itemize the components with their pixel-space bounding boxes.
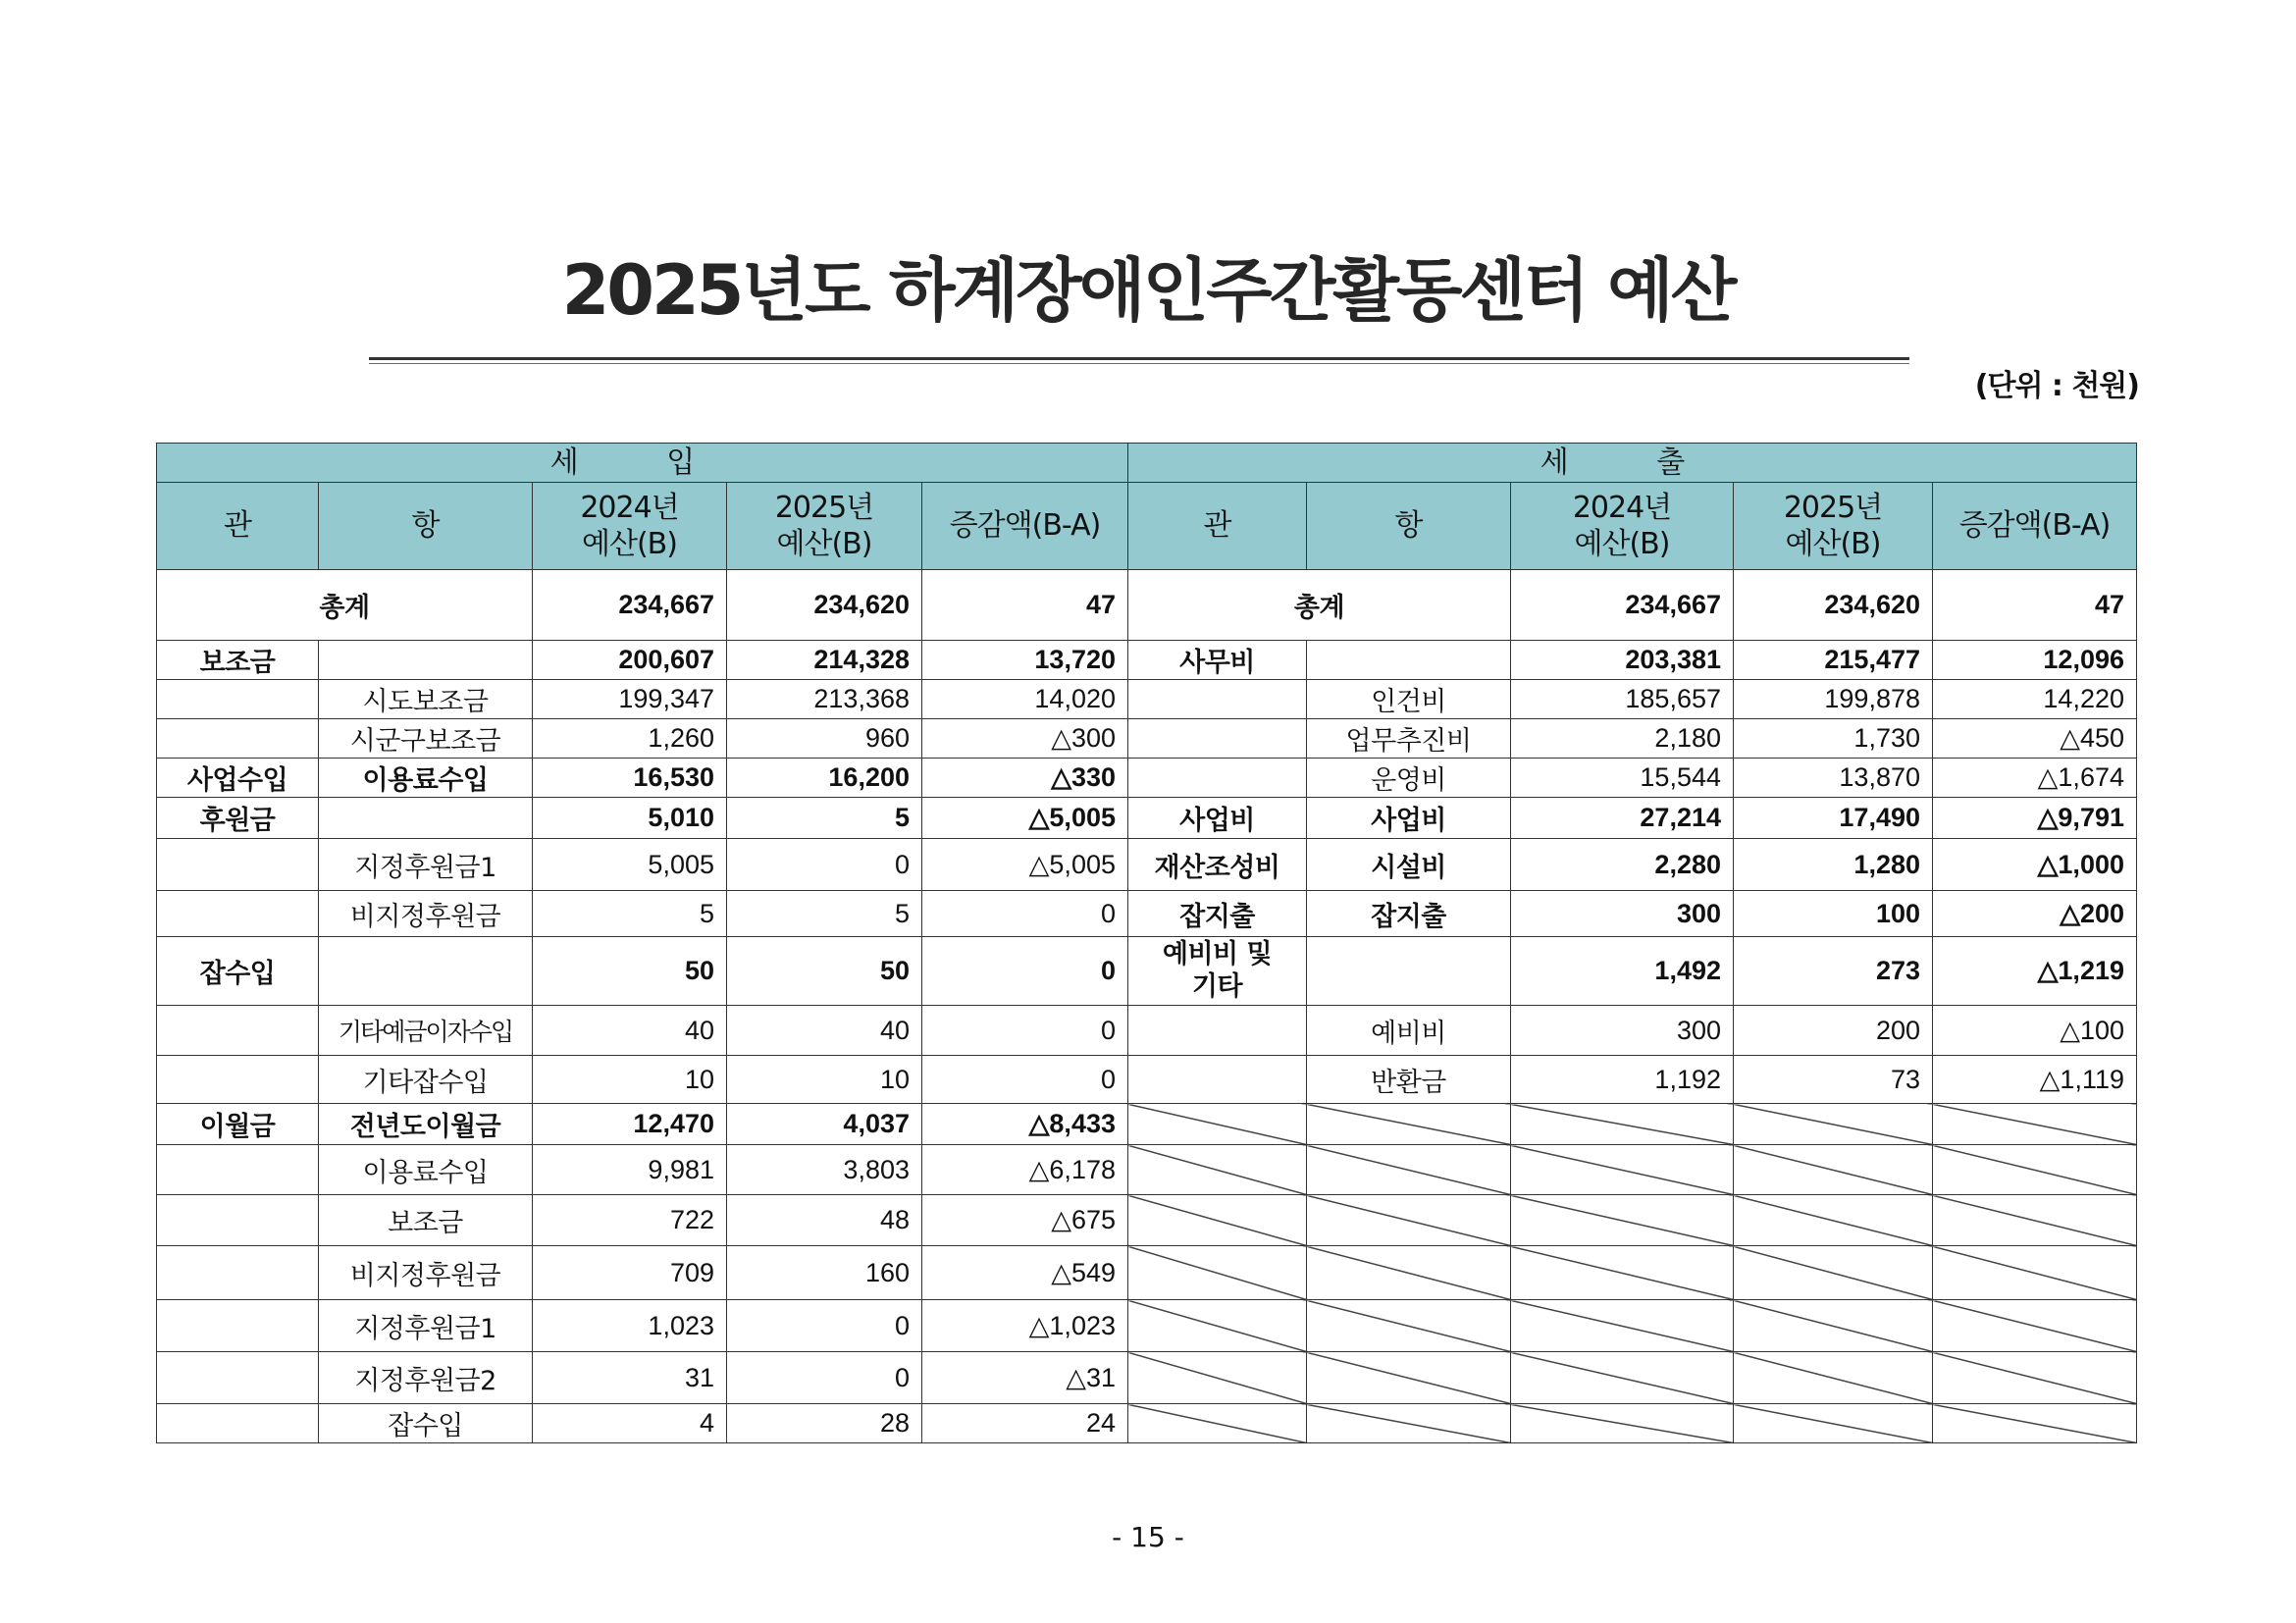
col-diff-income: 증감액(B-A) [922, 483, 1128, 570]
cell: 사업수입 [157, 759, 319, 798]
empty-cell [1511, 1300, 1734, 1352]
cell: 234,620 [727, 570, 922, 641]
empty-cell [1511, 1104, 1734, 1145]
cell: 4,037 [727, 1104, 922, 1145]
empty-cell [1933, 1195, 2137, 1246]
cell: 10 [727, 1056, 922, 1104]
total-label-income: 총계 [157, 570, 533, 641]
cell: 4 [533, 1404, 727, 1443]
table-row [157, 1195, 2137, 1246]
cell: 234,667 [1511, 570, 1734, 641]
cell: △1,119 [1933, 1056, 2137, 1104]
table-row [157, 641, 2137, 680]
empty-cell [1511, 1145, 1734, 1195]
page-title: 2025년도 하계장애인주간활동센터 예산 [561, 250, 1735, 331]
empty-cell [1307, 1404, 1511, 1443]
expense-section-header: 세 출 [1128, 444, 2137, 483]
cell: 예비비 [1307, 1006, 1511, 1056]
empty-cell [1128, 1300, 1307, 1352]
table-row [157, 891, 2137, 937]
empty-cell [1933, 1352, 2137, 1404]
cell: 3,803 [727, 1145, 922, 1195]
cell: 시군구보조금 [319, 719, 533, 759]
cell: △300 [922, 719, 1128, 759]
cell: 203,381 [1511, 641, 1734, 680]
empty-cell [1128, 1104, 1307, 1145]
cell: 0 [727, 839, 922, 891]
cell [1128, 680, 1307, 719]
cell: 722 [533, 1195, 727, 1246]
table-row [157, 1352, 2137, 1404]
table-row [157, 1006, 2137, 1056]
cell: 47 [922, 570, 1128, 641]
cell [157, 891, 319, 937]
cell: 사무비 [1128, 641, 1307, 680]
table-row [157, 719, 2137, 759]
cell: 5,005 [533, 839, 727, 891]
empty-cell [1734, 1404, 1933, 1443]
cell: 16,200 [727, 759, 922, 798]
cell: △1,219 [1933, 937, 2137, 1006]
cell: △31 [922, 1352, 1128, 1404]
cell: 40 [533, 1006, 727, 1056]
budget-table [156, 443, 2137, 1443]
cell: 31 [533, 1352, 727, 1404]
empty-cell [1734, 1300, 1933, 1352]
cell: 0 [922, 891, 1128, 937]
cell: 27,214 [1511, 798, 1734, 839]
cell: 300 [1511, 1006, 1734, 1056]
cell: 234,620 [1734, 570, 1933, 641]
cell: △100 [1933, 1006, 2137, 1056]
cell: 1,492 [1511, 937, 1734, 1006]
cell: 214,328 [727, 641, 922, 680]
cell [157, 1056, 319, 1104]
empty-cell [1734, 1352, 1933, 1404]
cell [1128, 759, 1307, 798]
cell: 잡수입 [319, 1404, 533, 1443]
cell: 215,477 [1734, 641, 1933, 680]
cell: 50 [727, 937, 922, 1006]
empty-cell [1511, 1404, 1734, 1443]
cell: 비지정후원금 [319, 1246, 533, 1300]
cell: 28 [727, 1404, 922, 1443]
empty-cell [1307, 1104, 1511, 1145]
cell: 24 [922, 1404, 1128, 1443]
cell [157, 719, 319, 759]
empty-cell [1128, 1195, 1307, 1246]
table-row [157, 1300, 2137, 1352]
empty-cell [1307, 1145, 1511, 1195]
cell: 반환금 [1307, 1056, 1511, 1104]
cell: 이용료수입 [319, 1145, 533, 1195]
empty-cell [1128, 1352, 1307, 1404]
cell: 시도보조금 [319, 680, 533, 719]
table-row [157, 798, 2137, 839]
col-gwan-expense: 관 [1128, 483, 1307, 570]
cell: 예비비 및 기타 [1128, 937, 1307, 1006]
empty-cell [1511, 1352, 1734, 1404]
table-row [157, 1056, 2137, 1104]
cell: 47 [1933, 570, 2137, 641]
col-2024-expense: 2024년 예산(B) [1511, 483, 1734, 570]
cell [157, 1300, 319, 1352]
cell: 15,544 [1511, 759, 1734, 798]
cell: 지정후원금2 [319, 1352, 533, 1404]
col-diff-expense: 증감액(B-A) [1933, 483, 2137, 570]
cell [157, 1246, 319, 1300]
table-row [157, 839, 2137, 891]
cell: 213,368 [727, 680, 922, 719]
cell: 0 [922, 1006, 1128, 1056]
cell: 잡수입 [157, 937, 319, 1006]
empty-cell [1734, 1195, 1933, 1246]
table-row [157, 1145, 2137, 1195]
cell: △675 [922, 1195, 1128, 1246]
empty-cell [1307, 1246, 1511, 1300]
cell: 2,180 [1511, 719, 1734, 759]
cell: 9,981 [533, 1145, 727, 1195]
cell: 1,260 [533, 719, 727, 759]
empty-cell [1933, 1246, 2137, 1300]
col-hang-expense: 항 [1307, 483, 1511, 570]
cell [157, 839, 319, 891]
empty-cell [1734, 1246, 1933, 1300]
cell: 시설비 [1307, 839, 1511, 891]
cell: 5 [727, 798, 922, 839]
cell [157, 1352, 319, 1404]
title-underline-thin [369, 363, 1909, 364]
cell: 73 [1734, 1056, 1933, 1104]
col-gwan-income: 관 [157, 483, 319, 570]
col-2025-income: 2025년 예산(B) [727, 483, 922, 570]
empty-cell [1734, 1104, 1933, 1145]
cell: △5,005 [922, 839, 1128, 891]
empty-cell [1128, 1246, 1307, 1300]
cell: 13,720 [922, 641, 1128, 680]
cell [319, 641, 533, 680]
cell: 160 [727, 1246, 922, 1300]
table-row [157, 937, 2137, 1006]
cell: 사업비 [1307, 798, 1511, 839]
cell: 비지정후원금 [319, 891, 533, 937]
cell: 1,192 [1511, 1056, 1734, 1104]
cell: 후원금 [157, 798, 319, 839]
table-row [157, 1104, 2137, 1145]
cell: 운영비 [1307, 759, 1511, 798]
cell: 10 [533, 1056, 727, 1104]
cell: 잡지출 [1307, 891, 1511, 937]
table-row [157, 1404, 2137, 1443]
cell: 200,607 [533, 641, 727, 680]
cell [1307, 641, 1511, 680]
col-2024-income: 2024년 예산(B) [533, 483, 727, 570]
cell [1128, 719, 1307, 759]
empty-cell [1933, 1104, 2137, 1145]
cell: 0 [727, 1300, 922, 1352]
cell [157, 1195, 319, 1246]
cell: 300 [1511, 891, 1734, 937]
table-row [157, 680, 2137, 719]
cell: △8,433 [922, 1104, 1128, 1145]
cell: 2,280 [1511, 839, 1734, 891]
empty-cell [1307, 1300, 1511, 1352]
cell: 100 [1734, 891, 1933, 937]
cell: 보조금 [157, 641, 319, 680]
total-row [157, 570, 2137, 641]
cell: 사업비 [1128, 798, 1307, 839]
cell: 199,347 [533, 680, 727, 719]
empty-cell [1933, 1404, 2137, 1443]
cell: 기타잡수입 [319, 1056, 533, 1104]
cell: 1,730 [1734, 719, 1933, 759]
empty-cell [1511, 1195, 1734, 1246]
cell: 1,023 [533, 1300, 727, 1352]
cell: 인건비 [1307, 680, 1511, 719]
table-row [157, 1246, 2137, 1300]
cell: 잡지출 [1128, 891, 1307, 937]
cell: △450 [1933, 719, 2137, 759]
empty-cell [1307, 1195, 1511, 1246]
empty-cell [1128, 1145, 1307, 1195]
cell: △6,178 [922, 1145, 1128, 1195]
cell: △1,674 [1933, 759, 2137, 798]
cell: 709 [533, 1246, 727, 1300]
cell: △1,023 [922, 1300, 1128, 1352]
cell: △330 [922, 759, 1128, 798]
cell: 0 [727, 1352, 922, 1404]
cell: 5,010 [533, 798, 727, 839]
cell [319, 937, 533, 1006]
cell [157, 1006, 319, 1056]
empty-cell [1307, 1352, 1511, 1404]
cell: 185,657 [1511, 680, 1734, 719]
empty-cell [1933, 1300, 2137, 1352]
cell: 이용료수입 [319, 759, 533, 798]
cell: 200 [1734, 1006, 1933, 1056]
cell [1307, 937, 1511, 1006]
col-2025-expense: 2025년 예산(B) [1734, 483, 1933, 570]
cell: 14,220 [1933, 680, 2137, 719]
cell [319, 798, 533, 839]
cell [1128, 1056, 1307, 1104]
empty-cell [1128, 1404, 1307, 1443]
cell: 5 [727, 891, 922, 937]
cell: 전년도이월금 [319, 1104, 533, 1145]
cell: △200 [1933, 891, 2137, 937]
cell: △549 [922, 1246, 1128, 1300]
cell: 지정후원금1 [319, 1300, 533, 1352]
cell [1128, 1006, 1307, 1056]
cell: 17,490 [1734, 798, 1933, 839]
cell: 16,530 [533, 759, 727, 798]
cell: △9,791 [1933, 798, 2137, 839]
cell: 48 [727, 1195, 922, 1246]
cell: △5,005 [922, 798, 1128, 839]
table-row [157, 759, 2137, 798]
income-section-header: 세 입 [157, 444, 1128, 483]
total-label-expense: 총계 [1128, 570, 1511, 641]
cell: 5 [533, 891, 727, 937]
cell: 199,878 [1734, 680, 1933, 719]
empty-cell [1734, 1145, 1933, 1195]
cell: 0 [922, 937, 1128, 1006]
cell: 50 [533, 937, 727, 1006]
empty-cell [1511, 1246, 1734, 1300]
cell: 40 [727, 1006, 922, 1056]
cell: 234,667 [533, 570, 727, 641]
cell: 1,280 [1734, 839, 1933, 891]
empty-cell [1933, 1145, 2137, 1195]
cell: 14,020 [922, 680, 1128, 719]
cell: 0 [922, 1056, 1128, 1104]
cell: 12,096 [1933, 641, 2137, 680]
cell: 지정후원금1 [319, 839, 533, 891]
cell: 273 [1734, 937, 1933, 1006]
cell [157, 680, 319, 719]
cell: 960 [727, 719, 922, 759]
cell: 업무추진비 [1307, 719, 1511, 759]
cell: 재산조성비 [1128, 839, 1307, 891]
cell: 12,470 [533, 1104, 727, 1145]
cell [157, 1145, 319, 1195]
cell: 13,870 [1734, 759, 1933, 798]
title-underline [369, 357, 1909, 360]
cell: 이월금 [157, 1104, 319, 1145]
unit-label: (단위 : 천원) [1974, 369, 2139, 403]
cell: 보조금 [319, 1195, 533, 1246]
page-number: - 15 - [1112, 1521, 1184, 1553]
col-hang-income: 항 [319, 483, 533, 570]
cell [157, 1404, 319, 1443]
cell: 기타예금이자수입 [319, 1006, 533, 1056]
cell: △1,000 [1933, 839, 2137, 891]
